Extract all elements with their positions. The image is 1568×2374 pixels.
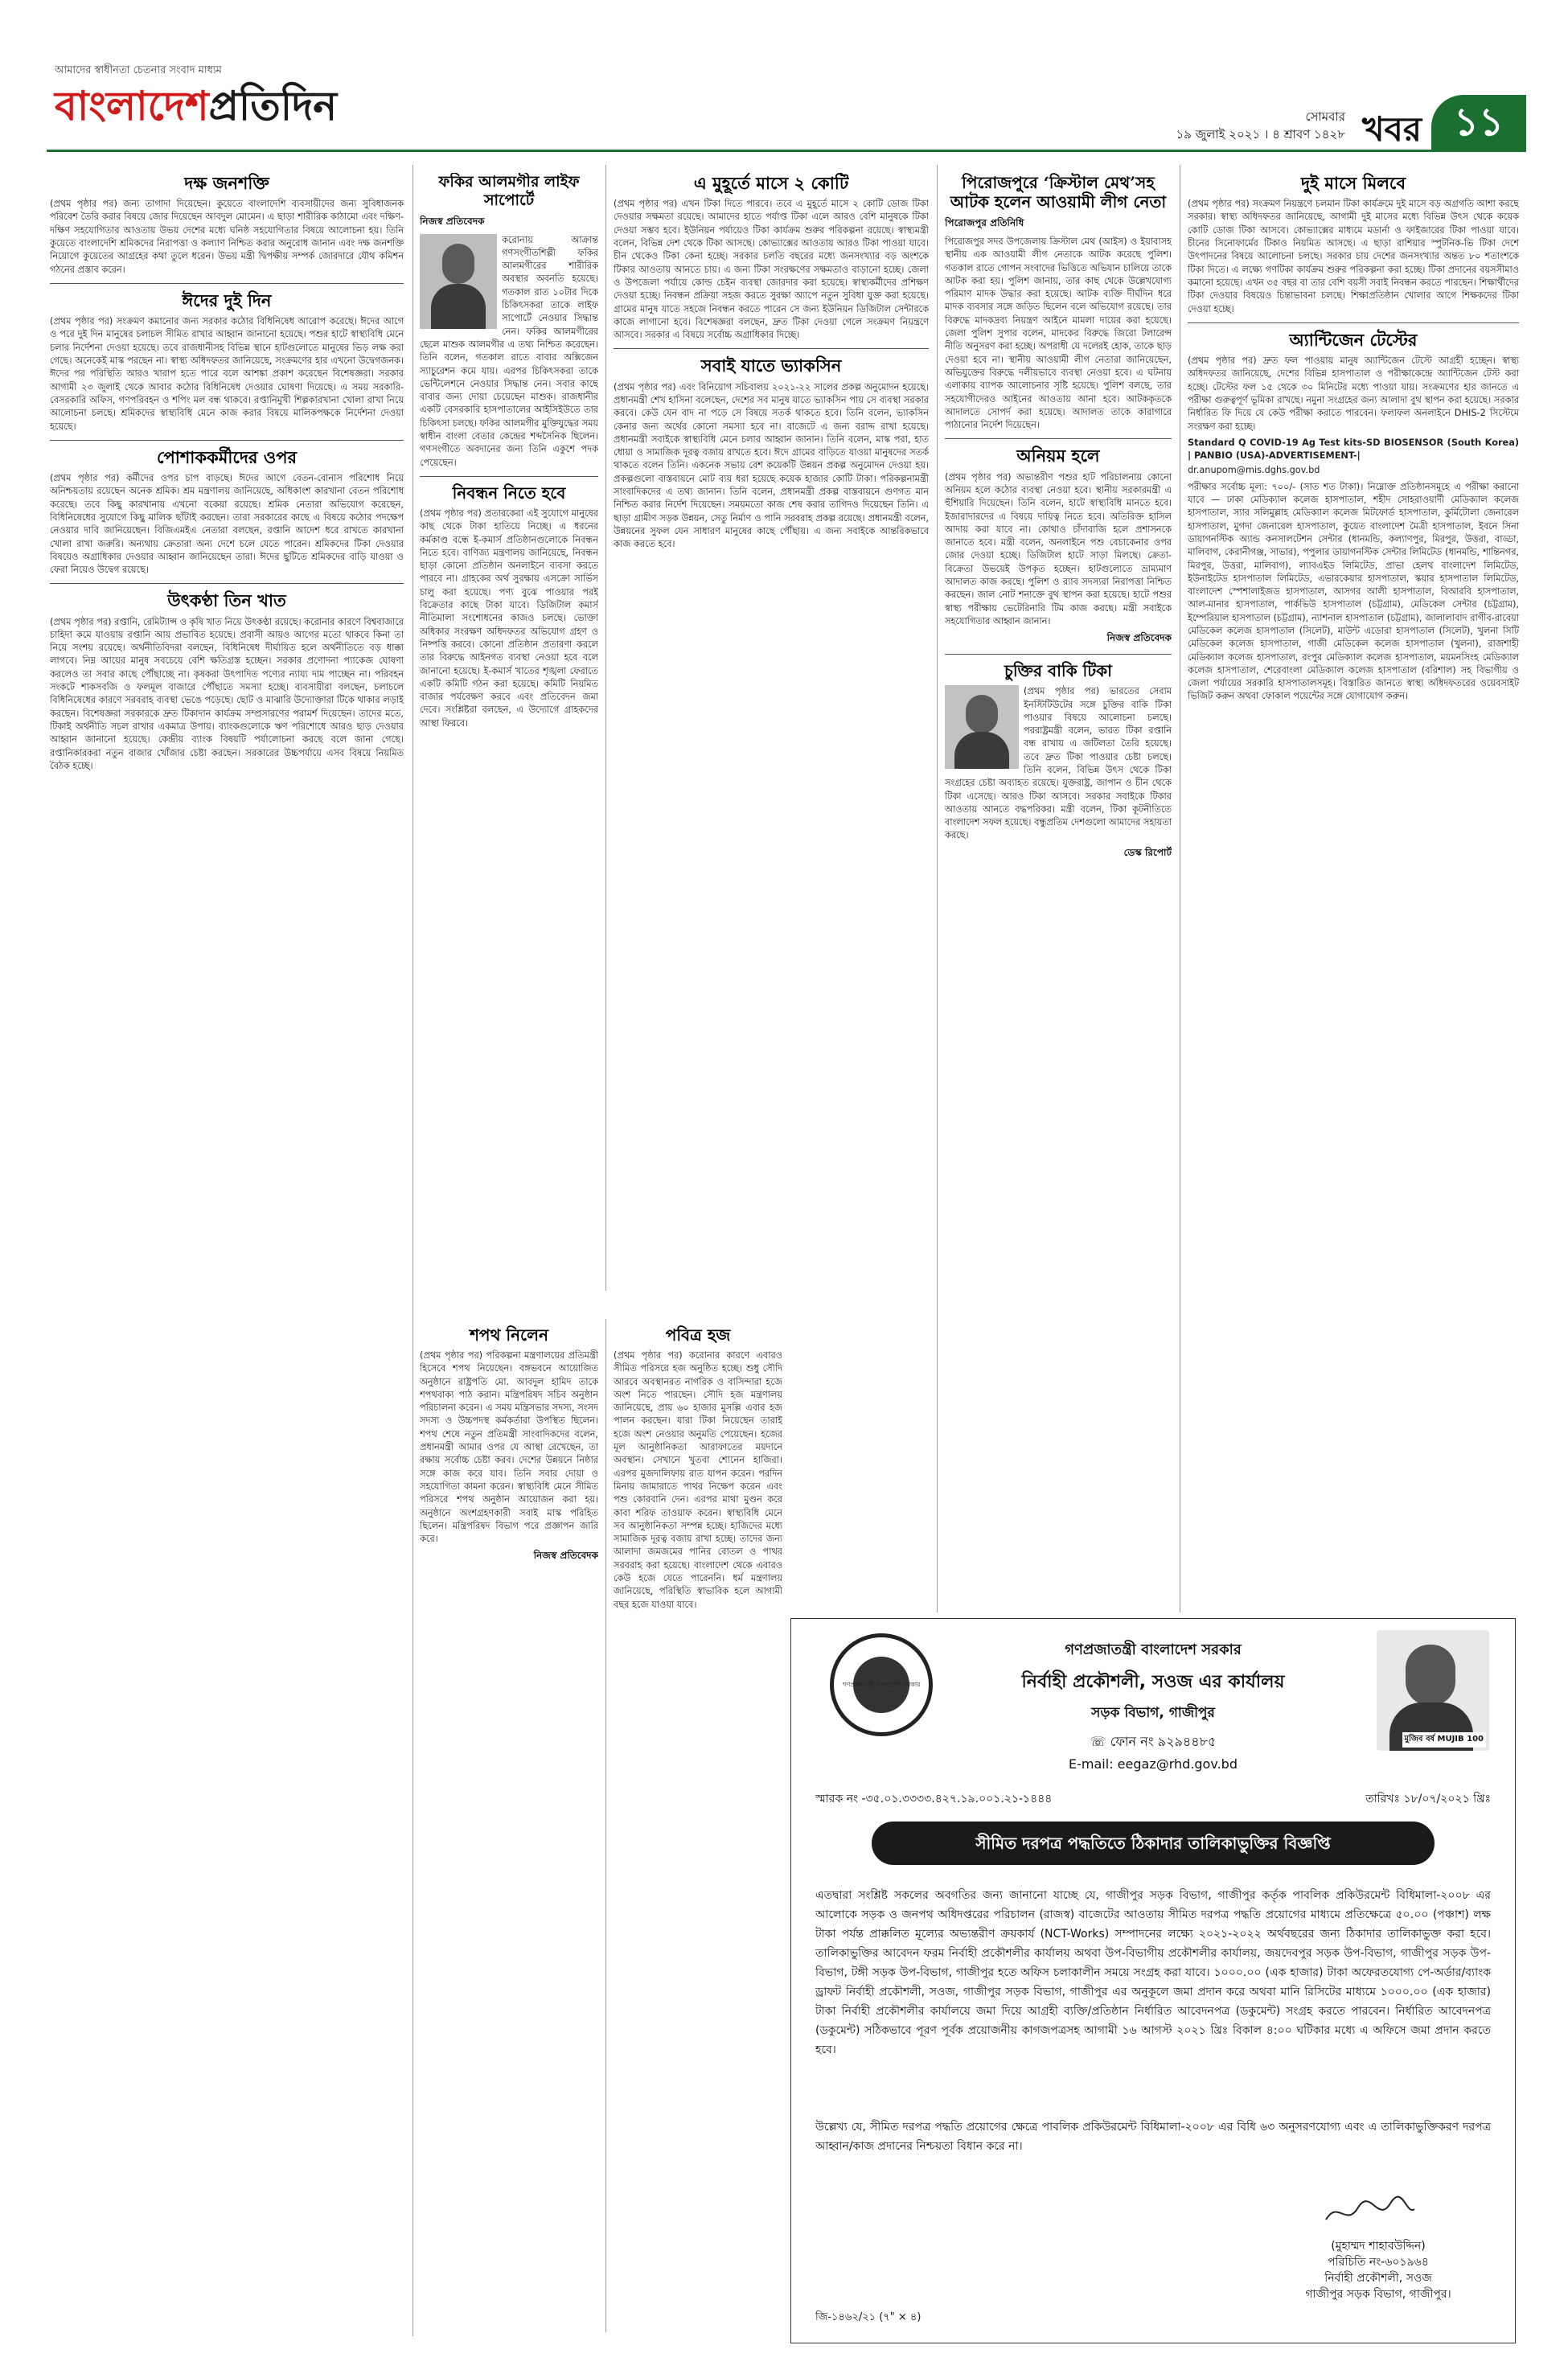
article-poshak (50, 447, 404, 577)
office-name: নির্বাহী প্রকৌশলী, সওজ এর কার্যালয় (1021, 1672, 1285, 1692)
article-nibondhon (420, 483, 598, 730)
signer-name: (মুহাম্মদ শাহাবউদ্দিন) (1331, 2240, 1426, 2253)
headline: এ মুহূর্তে মাসে ২ কোটি (693, 173, 849, 193)
article-body: (প্রথম পৃষ্ঠার পর) দ্রুত ফল পাওয়ায় মানুষ অ্যান্টিজেন টেস্টে আগ্রহী হচ্ছেন। স্বাস্থ্য অধিদফতর জানিয়েছে, দেশের বিভিন্ন হাসপাতাল ও পরীক্ষাকেন্দ্রে অ্যান্টিজেন টেস্ট করা হচ্ছে। টেস্টের ফল ১৫ থেকে ৩০ মিনিটের মধ্যে পাওয়া যায়। সংক্রমণের হার জানতে এ পরীক্ষা গুরুত্বপূর্ণ ভূমিকা রাখছে। নমুনা সংগ্রহের জন্য আলাদা বুথ স্থাপন করা হয়েছে। সরকার নির্ধারিত ফি দিয়ে যে কেউ পরীক্ষা করাতে পারবেন। ফলাফল অনলাইনে DHIS-2 সিস্টেমে সংরক্ষণ করা হচ্ছে। (1188, 355, 1519, 432)
byline: নিজস্ব প্রতিবেদক (1106, 632, 1172, 644)
column-divider (937, 165, 938, 1612)
headline: অনিয়ম হলে (1016, 446, 1100, 466)
portrait-photo (945, 685, 1019, 769)
weekday: সোমবার (1305, 109, 1345, 124)
headline: পিরোজপুরে ‘ক্রিস্টাল মেথ’সহ আটক হলেন আওয়ামী লীগ নেতা (950, 173, 1167, 212)
column-3 (614, 173, 929, 1307)
test-kit-spec: Standard Q COVID-19 Ag Test kits-SD BIOSENSOR (South Korea) | PANBIO (USA)-ADVERTISEMENT-| (1188, 437, 1519, 462)
headline: ঈদের দুই দিন (182, 290, 272, 310)
seal-text: গণপ্রজাতন্ত্রী বাংলাদেশ সরকার (842, 1681, 921, 1688)
headline: ফকির আলমগীর লাইফ সাপোর্টে (438, 173, 580, 209)
byline: নিজস্ব প্রতিবেদক (420, 215, 485, 227)
mujib-portrait (1377, 1630, 1489, 1751)
headline: দক্ষ জনশক্তি (184, 173, 269, 193)
gov-line: গণপ্রজাতন্ত্রী বাংলাদেশ সরকার (1065, 1641, 1242, 1658)
signer-id: পরিচিতি নং-৬০১৯৬৪ (1328, 2256, 1429, 2269)
ad-header (952, 1638, 1354, 1772)
column-3-lower (614, 1325, 782, 2339)
headline: শপথ নিলেন (470, 1325, 548, 1345)
column-2-lower (420, 1325, 598, 2339)
article-body: (প্রথম পৃষ্ঠার পর) অভ্যন্তরীণ পশুর হাট পরিচালনায় কোনো অনিয়ম হলে কঠোর ব্যবস্থা নেওয়া হবে। স্থানীয় সরকারমন্ত্রী এ হুঁশিয়ারি দিয়েছেন। তিনি বলেন, হাটে স্বাস্থ্যবিধি মানতে হবে। ইজারাদারদের এ বিষয়ে দায়িত্ব নিতে হবে। অতিরিক্ত হাসিল আদায় করা যাবে না। কোথাও চাঁদাবাজি হলে প্রশাসনকে জানাতে হবে। মন্ত্রী বলেন, অনলাইনে পশু বেচাকেনার ওপর জোর দেওয়া হচ্ছে। ডিজিটাল হাটে সাড়া মিলছে। ক্রেতা-বিক্রেতা উভয়েই উপকৃত হচ্ছেন। হাটগুলোতে ভ্রাম্যমাণ আদালত কাজ করছে। পুলিশ ও র‍্যাব সদস্যরা নিরাপত্তা নিশ্চিত করছেন। জাল নোট শনাক্তে বুথ স্থাপন করা হয়েছে। হাটে পশুর স্বাস্থ্য পরীক্ষায় ভেটেরিনারি টিম কাজ করছে। মন্ত্রী সবাইকে সহযোগিতার আহ্বান জানান। (945, 471, 1172, 626)
article-body: (প্রথম পৃষ্ঠার পর) প্রতারকেরা এই সুযোগে মানুষের কাছ থেকে টাকা হাতিয়ে নিচ্ছে। এ ধরনের কর্মকাণ্ড বন্ধে ই-কমার্স প্রতিষ্ঠানগুলোকে নিবন্ধন নিতে হবে। বাণিজ্য মন্ত্রণালয় জানিয়েছে, নিবন্ধন ছাড়া কোনো প্রতিষ্ঠান অনলাইনে ব্যবসা করতে পারবে না। গ্রাহকের অর্থ সুরক্ষায় এসক্রো সার্ভিস চালু করা হয়েছে। পণ্য বুঝে পাওয়ার পরই বিক্রেতার কাছে টাকা যাবে। ডিজিটাল কমার্স নীতিমালা সংশোধনের কাজও চলছে। ভোক্তা অধিকার সংরক্ষণ অধিদফতর অভিযোগ গ্রহণ ও নিষ্পত্তি করবে। কোনো প্রতিষ্ঠান প্রতারণা করলে তার বিরুদ্ধে আইনগত ব্যবস্থা নেওয়া হবে বলে জানানো হয়েছে। ই-কমার্স খাতের শৃঙ্খলা ফেরাতে একটি কমিটি গঠন করা হয়েছে। কমিটি নিয়মিত বাজার পর্যবেক্ষণ করবে এবং প্রতিবেদন জমা দেবে। সংশ্লিষ্টরা বলছেন, এ উদ্যোগে গ্রাহকদের আস্থা ফিরবে। (420, 507, 598, 729)
article-body: (প্রথম পৃষ্ঠার পর) এবং বিনিয়োগ সচিবালয় ২০২১-২২ সালের প্রকল্প অনুমোদন হয়েছে। প্রধানমন্ত্রী শেখ হাসিনা বলেছেন, দেশের সব মানুষ যাতে ভ্যাকসিন পায় সে ব্যবস্থা সরকার করবে। কেউ যেন বাদ না পড়ে সে বিষয়ে সতর্ক থাকতে হবে। তিনি বলেন, ভ্যাকসিন কেনার জন্য অর্থের কোনো সমস্যা হবে না। বাজেটে এ জন্য বরাদ্দ রাখা হয়েছে। প্রধানমন্ত্রী সবাইকে স্বাস্থ্যবিধি মেনে চলার আহ্বান জানান। তিনি বলেন, মাস্ক পরা, হাত ধোয়া ও সামাজিক দূরত্ব বজায় রাখতে হবে। ঈদে গ্রামের বাড়িতে যাওয়া মানুষদের সতর্ক থাকতে বলেন তিনি। একনেক সভায় বেশ কয়েকটি উন্নয়ন প্রকল্প অনুমোদন দেওয়া হয়। প্রকল্পগুলো বাস্তবায়নে মোট ব্যয় ধরা হয়েছে কয়েক হাজার কোটি টাকা। পরিকল্পনামন্ত্রী সাংবাদিকদের এ তথ্য জানান। তিনি বলেন, প্রধানমন্ত্রী প্রকল্প বাস্তবায়নে গুণগত মান নিশ্চিত করার নির্দেশ দিয়েছেন। সময়মতো কাজ শেষ করার তাগিদও দিয়েছেন তিনি। এ ছাড়া গ্রামীণ সড়ক উন্নয়ন, সেতু নির্মাণ ও পানি সরবরাহ প্রকল্প রয়েছে। প্রধানমন্ত্রী বলেন, উন্নয়নের সুফল যেন সাধারণ মানুষের কাছে পৌঁছায়। এ জন্য সবাইকে আন্তরিকভাবে কাজ করতে হবে। (614, 381, 929, 550)
newspaper-logo (55, 80, 337, 132)
tender-advertisement (790, 1618, 1516, 2343)
headline: উৎকণ্ঠা তিন খাত (167, 590, 286, 611)
signatory (1274, 2238, 1483, 2302)
headline: সবাই যাতে ভ্যাকসিন (700, 355, 842, 376)
article-body: করোনায় আক্রান্ত গণসংগীতশিল্পী ফকির আলমগীরের শারীরিক অবস্থার অবনতি হয়েছে। গতকাল রাত ১০টার দিকে চিকিৎসকরা তাকে লাইফ সাপোর্টে নেওয়ার সিদ্ধান্ত নেন। ফকির আলমগীরের ছেলে মাশুক আলমগীর এ তথ্য নিশ্চিত করেছেন। তিনি বলেন, গতকাল রাতে বাবার অক্সিজেন স্যাচুরেশন কমে যায়। এরপর চিকিৎসকরা তাকে ভেন্টিলেশনে নেওয়ার সিদ্ধান্ত নেন। সবার কাছে বাবার জন্য দোয়া চেয়েছেন মাশুক। রাজধানীর একটি বেসরকারি হাসপাতালের আইসিইউতে তার চিকিৎসা চলছে। ফকির আলমগীর মুক্তিযুদ্ধের সময় স্বাধীন বাংলা বেতার কেন্দ্রের শব্দসৈনিক ছিলেন। গণসংগীতে অবদানের জন্য তিনি একুশে পদক পেয়েছেন। (420, 234, 598, 468)
notice-paragraph-1: এতদ্বারা সংশ্লিষ্ট সকলের অবগতির জন্য জানানো যাচ্ছে যে, গাজীপুর সড়ক বিভাগ, গাজীপুর কর্তৃক পাবলিক প্রকিউরমেন্ট বিধিমালা-২০০৮ এর আলোকে সড়ক ও জনপথ অধিদপ্তরের পরিচালন (রাজস্ব) বাজেটের আওতায় সীমিত দরপত্র পদ্ধতি প্রয়োগের মাধ্যমে প্রতিক্ষেত্রে ৫০.০০ (পঞ্চাশ) লক্ষ টাকা পর্যন্ত প্রাক্কলিত মূল্যের অভ্যন্তরীণ ক্রয়কার্য (NCT-Works) সম্পাদনের লক্ষ্যে ২০২১-২০২২ অর্থবছরের জন্য ঠিকাদার তালিকাভুক্ত করা হবে। তালিকাভুক্তির আবেদন ফরম নির্বাহী প্রকৌশলীর কার্যালয় অথবা উপ-বিভাগীয় প্রকৌশলীর কার্যালয়, জয়দেবপুর সড়ক উপ-বিভাগ, গাজীপুর সড়ক উপ-বিভাগ, টঙ্গী সড়ক উপ-বিভাগ, গাজীপুর হতে অফিস চলাকালীন সময়ে সংগ্রহ করা যাবে। ১০০০.০০ (এক হাজার) টাকা অফেরতযোগ্য পে-অর্ডার/ব্যাংক ড্রাফট নির্বাহী প্রকৌশলী, সওজ, গাজীপুর সড়ক বিভাগ, গাজীপুর এর অনুকূলে জমা প্রদান করে অথবা মানি রিসিটের মাধ্যমে ১০০০.০০ (এক হাজার) টাকা নির্বাহী প্রকৌশলীর কার্যালয়ে জমা দিয়ে আগ্রহী ব্যক্তি/প্রতিষ্ঠান নির্ধারিত আবেদনপত্র (ডকুমেন্ট) সংগ্রহ করতে পারবেন। নির্ধারিত আবেদনপত্র (ডকুমেন্ট) সঠিকভাবে পূরণ পূর্বক প্রয়োজনীয় কাগজপত্রসহ আগামী ১৬ আগস্ট ২০২১ খ্রিঃ বিকাল ৪:০০ ঘটিকার মধ্যে এ অফিসে জমা প্রদান করতে হবে। (815, 1889, 1491, 2056)
column-divider (605, 1319, 606, 2332)
article-utkontha (50, 590, 404, 773)
logo-part2: প্রতিদিন (208, 82, 338, 129)
ad-date: তারিখঃ ১৮/০৭/২০২১ খ্রিঃ (1365, 1793, 1491, 1805)
byline: পিরোজপুর প্রতিনিধি (945, 217, 1024, 228)
logo-part1: বাংলাদেশ (55, 82, 209, 129)
masthead-rule (47, 150, 1526, 152)
article-body: (প্রথম পৃষ্ঠার পর) পরিকল্পনা মন্ত্রণালয়ের প্রতিমন্ত্রী হিসেবে শপথ নিয়েছেন। বঙ্গভবনে আয়োজিত অনুষ্ঠানে রাষ্ট্রপতি মো. আবদুল হামিদ তাকে শপথবাক্য পাঠ করান। মন্ত্রিপরিষদ সচিব অনুষ্ঠান পরিচালনা করেন। এ সময় মন্ত্রিসভার সদস্য, সংসদ সদস্য ও উচ্চপদস্থ কর্মকর্তারা উপস্থিত ছিলেন। শপথ শেষে নতুন প্রতিমন্ত্রী সাংবাদিকদের বলেন, প্রধানমন্ত্রী আমার ওপর যে আস্থা রেখেছেন, তা রক্ষায় সর্বোচ্চ চেষ্টা করব। দেশের উন্নয়নে নিষ্ঠার সঙ্গে কাজ করে যাব। তিনি সবার দোয়া ও সহযোগিতা কামনা করেন। স্বাস্থ্যবিধি মেনে সীমিত পরিসরে শপথ অনুষ্ঠান আয়োজন করা হয়। অনুষ্ঠানে অংশগ্রহণকারী সবাই মাস্ক পরিহিত ছিলেন। মন্ত্রিপরিষদ বিভাগ পরে প্রজ্ঞাপন জারি করে। (420, 1350, 598, 1545)
article-separator (614, 348, 929, 349)
article-body: (প্রথম পৃষ্ঠার পর) করোনার কারণে এবারও সীমিত পরিসরে হজ অনুষ্ঠিত হচ্ছে। শুধু সৌদি আরবে অবস্থানরত নাগরিক ও বাসিন্দারা হজে অংশ নিতে পারছেন। সৌদি হজ মন্ত্রণালয় জানিয়েছে, প্রায় ৬০ হাজার মুসল্লি এবার হজ পালন করছেন। যারা টিকা নিয়েছেন তারাই হজে অংশ নেওয়ার অনুমতি পেয়েছেন। হজের মূল আনুষ্ঠানিকতা আরাফাতের ময়দানে অবস্থান। সেখানে খুতবা শোনেন হাজিরা। এরপর মুজদালিফায় রাত যাপন করেন। পরদিন মিনায় জামারাতে পাথর নিক্ষেপ করেন এবং পশু কোরবানি দেন। এরপর মাথা মুণ্ডন করে কাবা শরিফ তাওয়াফ করেন। স্বাস্থ্যবিধি মেনে সব আনুষ্ঠানিকতা সম্পন্ন হচ্ছে। হাজিদের মধ্যে সামাজিক দূরত্ব বজায় রাখা হচ্ছে। তাদের জন্য আলাদা জমজমের পানির বোতল ও পাথর সরবরাহ করা হয়েছে। বাংলাদেশ থেকে এবারও কেউ হজে যেতে পারেননি। ধর্ম মন্ত্রণালয় জানিয়েছে, পরিস্থিতি স্বাভাবিক হলে আগামী বছর হজে যাওয়া যাবে। (614, 1350, 782, 1610)
article-separator (50, 583, 404, 584)
article-separator (50, 440, 404, 441)
tagline: আমাদের স্বাধীনতা চেতনার সংবাদ মাধ্যম (55, 64, 222, 76)
memo-number: স্মারক নং -৩৫.০১.৩৩৩৩.৪২৭.১৯.০০১.২১-১৪৪৪ (815, 1793, 1053, 1805)
division-name: সড়ক বিভাগ, গাজীপুর (1091, 1705, 1215, 1721)
article-eid (50, 290, 404, 433)
article-body: (প্রথম পৃষ্ঠার পর) সংক্রমণ নিয়ন্ত্রণে চলমান টিকা কার্যক্রমে দুই মাসে বড় অগ্রগতি আশা করছে সরকার। স্বাস্থ্য অধিদফতর জানিয়েছে, আগামী দুই মাসের মধ্যে বিভিন্ন উৎস থেকে কয়েক কোটি ডোজ টিকা আসবে। কোভ্যাক্সের মাধ্যমে মডার্না ও ফাইজারের টিকা পাওয়া যাবে। চীনের সিনোফার্মের টিকাও নিয়মিত আসছে। এ ছাড়া রাশিয়ার স্পুটনিক-ভি টিকা দেশে উৎপাদনের বিষয়ে আলোচনা চলছে। সরকার চায় দেশের জনসংখ্যার অন্তত ৮০ শতাংশকে টিকা দিতে। এ লক্ষ্যে গণটিকা কার্যক্রম শুরুর পরিকল্পনা করা হচ্ছে। টিকা প্রদানের বয়সসীমাও কমানো হয়েছে। এখন ৩৫ বছর বা তার বেশি বয়সী সবাই নিবন্ধন করতে পারছেন। শিক্ষার্থীদের টিকা দেওয়ার বিষয়েও চিন্তাভাবনা চলছে। শিক্ষাপ্রতিষ্ঠান খোলার আগে শিক্ষকদের টিকা দেওয়া হচ্ছে। (1188, 199, 1519, 314)
page-number: ১১ (1431, 95, 1526, 150)
article-onimom (945, 446, 1172, 647)
email: E-mail: eegaz@rhd.gov.bd (1069, 1756, 1238, 1772)
masthead (47, 47, 1526, 159)
article-dokkho (50, 173, 404, 277)
headline: দুই মাসে মিলবে (1300, 173, 1406, 193)
article-separator (945, 654, 1172, 655)
headline: নিবন্ধন নিতে হবে (452, 483, 566, 503)
article-dui-mase (1188, 173, 1519, 316)
signer-office: গাজীপুর সড়ক বিভাগ, গাজীপুর। (1305, 2288, 1451, 2301)
column-1 (50, 173, 404, 2336)
article-fakir (420, 173, 598, 470)
portrait-photo (420, 234, 497, 329)
section-title: খবর (1361, 109, 1422, 149)
mujib-logo: মুজিব বর্ষ MUJIB 100 (1402, 1732, 1486, 1748)
article-separator (1188, 322, 1519, 323)
column-2 (420, 173, 598, 1307)
article-separator (945, 438, 1172, 439)
article-antigen (1188, 330, 1519, 704)
column-5 (1188, 173, 1519, 1604)
byline: ডেস্ক রিপোর্ট (1123, 846, 1172, 858)
article-body: (প্রথম পৃষ্ঠার পর) কর্মীদের ওপর চাপ বাড়ছে। ঈদের আগে বেতন-বোনাস পরিশোধ নিয়ে অনিশ্চয়তায় রয়েছেন অনেক শ্রমিক। শ্রম মন্ত্রণালয় জানিয়েছে, অধিকাংশ কারখানা বেতন পরিশোধ করেছে। তবে কিছু কারখানায় এখনো বকেয়া রয়েছে। শ্রমিক নেতারা অভিযোগ করেছেন, বিধিনিষেধের সুযোগে কিছু মালিক ছাঁটাই করছেন। তারা সরকারের কাছে এ বিষয়ে কঠোর পদক্ষেপ নেওয়ার দাবি জানিয়েছেন। বিজিএমইএ নেতারা বলছেন, রপ্তানি আদেশ ধরে রাখতে কারখানা খোলা রাখা জরুরি। অন্যথায় ক্রেতারা অন্য দেশে চলে যেতে পারেন। শ্রমিকদের টিকা দেওয়ার বিষয়েও অগ্রাধিকার দেওয়ার আহ্বান জানিয়েছেন তারা। ঈদের ছুটিতে শ্রমিকদের বাড়ি যাওয়া ও ফেরা নিয়েও উদ্বেগ রয়েছে। (50, 473, 404, 576)
headline: অ্যান্টিজেন টেস্টের (1289, 329, 1418, 350)
article-body: (প্রথম পৃষ্ঠার পর) এখন টিকা দিতে পারবে। তবে এ মুহূর্তে মাসে ২ কোটি ডোজ টিকা দেওয়ার সক্ষমতা রয়েছে। আমাদের হাতে পর্যাপ্ত টিকা এলে আরও বেশি মানুষকে টিকা দেওয়া সম্ভব হবে। ইউনিয়ন পর্যায়েও টিকা কার্যক্রম শুরুর পরিকল্পনা রয়েছে। স্বাস্থ্যমন্ত্রী বলেন, বিভিন্ন দেশ থেকে টিকা আসছে। কোভ্যাক্সের আওতায় আরও টিকা পাওয়া যাবে। চীন থেকেও টিকা কেনা হচ্ছে। সরকার চলতি বছরের মধ্যে জনসংখ্যার বড় অংশকে টিকার আওতায় আনতে চায়। এ জন্য টিকা সংরক্ষণের সক্ষমতাও বাড়ানো হচ্ছে। জেলা ও উপজেলা পর্যায়ে কোল্ড চেইন ব্যবস্থা জোরদার করা হয়েছে। স্বাস্থ্যকর্মীদের প্রশিক্ষণ দেওয়া হচ্ছে। নিবন্ধন প্রক্রিয়া সহজ করতে সুরক্ষা অ্যাপে নতুন সুবিধা যুক্ত করা হয়েছে। গ্রামের মানুষ যাতে সহজে নিবন্ধন করতে পারেন সে জন্য ইউনিয়ন ডিজিটাল সেন্টারকে কাজে লাগানো হবে। বিশেষজ্ঞরা বলছেন, দ্রুত টিকা দেওয়া গেলে সংক্রমণ নিয়ন্ত্রণে আসবে। সরকার এ বিষয়ে সর্বোচ্চ অগ্রাধিকার দিচ্ছে। (614, 199, 929, 341)
headline: পবিত্র হজ (665, 1325, 731, 1345)
signer-title: নির্বাহী প্রকৌশলী, সওজ (1324, 2272, 1432, 2285)
date: ১৯ জুলাই ২০২১ । ৪ শ্রাবণ ১৪২৮ (1176, 127, 1345, 142)
government-seal-icon (830, 1633, 933, 1736)
article-body: (প্রথম পৃষ্ঠার পর) জন্য তাগাদা দিয়েছেন। কুয়েতে বাংলাদেশি ব্যবসায়ীদের জন্য সুবিধাজনক পরিবেশ তৈরি করার বিষয়ে জোর দিয়েছেন আবদুল মোমেন। এ ছাড়া শারীরিক কাঠামো এবং দক্ষিণ-দক্ষিণ সহযোগিতার আওতায় উভয় দেশের মধ্যে ঘনিষ্ঠ সহযোগিতার বিষয়ে আলোচনা হয়। তিনি কুয়েতে বাংলাদেশি শ্রমিকদের নিরাপত্তা ও কল্যাণ নিশ্চিত করার অনুরোধ জানান এবং দক্ষ জনশক্তি নিয়োগে কুয়েতের আগ্রহের কথা তুলে ধরেন। উভয় মন্ত্রী দ্বিপক্ষীয় সম্পর্ক জোরদারে যৌথ কমিশন গঠনের প্রস্তাব করেন। (50, 199, 404, 275)
article-separator (50, 283, 404, 284)
article-body: (প্রথম পৃষ্ঠার পর) ভারতের সেরাম ইনস্টিটিউটের সঙ্গে চুক্তির বাকি টিকা পাওয়ার বিষয়ে আলোচনা চলছে। পররাষ্ট্রমন্ত্রী বলেন, ভারত টিকা রপ্তানি বন্ধ রাখায় এ জটিলতা তৈরি হয়েছে। তবে দ্রুত টিকা পাওয়ার চেষ্টা চলছে। তিনি বলেন, বিভিন্ন উৎস থেকে টিকা সংগ্রহের চেষ্টা অব্যাহত রয়েছে। যুক্তরাষ্ট্র, জাপান ও চীন থেকে টিকা এসেছে। আরও টিকা আসবে। সরকার সবাইকে টিকার আওতায় আনতে বদ্ধপরিকর। মন্ত্রী বলেন, টিকা কূটনীতিতে বাংলাদেশ সফল হয়েছে। বন্ধুপ্রতিম দেশগুলো আমাদের সহায়তা করছে। (945, 686, 1172, 841)
notice-banner: সীমিত দরপত্র পদ্ধতিতে ঠিকাদার তালিকাভুক্তির বিজ্ঞপ্তি (872, 1822, 1435, 1865)
contact-email: dr.anupom@mis.dghs.gov.bd (1188, 465, 1320, 476)
article-pirojpur (945, 173, 1172, 432)
column-4 (945, 173, 1172, 1604)
article-sobai (614, 355, 929, 551)
phone: ☏ ফোন নং ৯২৯৪৪৮৫ (1090, 1734, 1217, 1749)
article-shopoth (420, 1325, 598, 1565)
headline: চুক্তির বাকি টিকা (1004, 661, 1112, 681)
article-separator (420, 476, 598, 477)
headline: পোশাককর্মীদের ওপর (156, 446, 298, 467)
byline: নিজস্ব প্রতিবেদক (533, 1550, 598, 1562)
issue-date (1176, 108, 1345, 143)
signature-icon (1322, 2191, 1418, 2232)
hospital-list: পরীক্ষার সর্বোচ্চ মূল্য: ৭০০/- (সাত শত টাকা)। নিম্নোক্ত প্রতিষ্ঠানসমূহে এ পরীক্ষা করানো যাবে — ঢাকা মেডিক্যাল কলেজ হাসপাতাল, শহীদ সোহরাওয়ার্দী মেডিক্যাল কলেজ হাসপাতাল, স্যার সলিমুল্লাহ মেডিক্যাল কলেজ মিটফোর্ড হাসপাতাল, কুর্মিটোলা জেনারেল হাসপাতাল, মুগদা জেনারেল হাসপাতাল, কুয়েত বাংলাদেশ মৈত্রী হাসপাতাল, ইবনে সিনা ডায়াগনস্টিক অ্যান্ড কনসালটেশন সেন্টার (ধানমন্ডি, কল্যাণপুর, মিরপুর, উত্তরা, বাড্ডা, মালিবাগ, কেরানীগঞ্জ, সাভার), পপুলার ডায়াগনস্টিক সেন্টার লিমিটেড (ধানমন্ডি, শান্তিনগর, মিরপুর, উত্তরা, মালিবাগ), ল্যাবএইড লিমিটেড, প্রাভা হেলথ বাংলাদেশ লিমিটেড, ইউনাইটেড হাসপাতাল লিমিটেড, এভারকেয়ার হাসপাতাল, স্কয়ার হাসপাতাল লিমিটেড, বাংলাদেশ স্পেশালাইজড হাসপাতাল, আসগর আলী হাসপাতাল, বিআরবি হাসপাতাল, আল-মানার হাসপাতাল, পার্কভিউ হাসপাতাল (চট্টগ্রাম), মেডিকেল সেন্টার (চট্টগ্রাম), ইম্পেরিয়াল হাসপাতাল (চট্টগ্রাম), ন্যাশনাল হাসপাতাল (চট্টগ্রাম), জালালাবাদ রাগীব-রাবেয়া মেডিকেল কলেজ হাসপাতাল (সিলেট), মাউন্ট এডোরা হাসপাতাল (সিলেট), খুলনা সিটি মেডিকেল কলেজ হাসপাতাল, গাজী মেডিকেল কলেজ হাসপাতাল (খুলনা), রাজশাহী মেডিক্যাল কলেজ হাসপাতাল, রংপুর মেডিক্যাল কলেজ হাসপাতাল, ময়মনসিংহ মেডিক্যাল কলেজ হাসপাতাল, শেরেবাংলা মেডিক্যাল কলেজ হাসপাতাল (বরিশাল) সহ বিভাগীয় ও জেলা পর্যায়ের সরকারি হাসপাতালসমূহ। বিস্তারিত জানতে স্বাস্থ্য অধিদফতরের ওয়েবসাইট ভিজিট করুন অথবা ফোকাল পয়েন্টের সঙ্গে যোগাযোগ করুন। (1188, 481, 1519, 702)
article-body: (প্রথম পৃষ্ঠার পর) সংক্রমণ কমানোর জন্য সরকার কঠোর বিধিনিষেধ আরোপ করেছে। ঈদের আগে ও পরে দুই দিন মানুষের চলাচল সীমিত রাখার আহ্বান জানানো হয়েছে। পশুর হাটে স্বাস্থ্যবিধি মেনে চলার নির্দেশনা দেওয়া হয়েছে। তবে রাজধানীসহ বিভিন্ন স্থানে হাটগুলোতে মানুষের ভিড় লক্ষ করা গেছে। অনেকেই মাস্ক পরছেন না। স্বাস্থ্য অধিদফতর জানিয়েছে, সংক্রমণের হার এখনো উদ্বেগজনক। ঈদের পর পরিস্থিতি আরও খারাপ হতে পারে বলে আশঙ্কা প্রকাশ করেছেন বিশেষজ্ঞরা। সরকার আগামী ২৩ জুলাই থেকে আবার কঠোর বিধিনিষেধ দেওয়ার ঘোষণা দিয়েছে। এ সময় সরকারি-বেসরকারি অফিস, গণপরিবহন ও শপিং মল বন্ধ থাকবে। রপ্তানিমুখী শিল্পকারখানা খোলা রাখা নিয়ে আলোচনা চলছে। শ্রমিকদের স্বাস্থ্যবিধি মেনে কাজ করার বিষয়ে মালিকপক্ষকে নির্দেশনা দেওয়া হয়েছে। (50, 316, 404, 432)
article-body: পিরোজপুর সদর উপজেলায় ক্রিস্টাল মেথ (আইস) ও ইয়াবাসহ স্থানীয় এক আওয়ামী লীগ নেতাকে আটক করেছে পুলিশ। গতকাল রাতে গোপন সংবাদের ভিত্তিতে অভিযান চালিয়ে তাকে আটক করা হয়। পুলিশ জানায়, তার কাছ থেকে উল্লেখযোগ্য পরিমাণ মাদক উদ্ধার করা হয়েছে। আটক ব্যক্তি দীর্ঘদিন ধরে মাদক ব্যবসার সঙ্গে জড়িত ছিলেন বলে অভিযোগ রয়েছে। তার বিরুদ্ধে মাদকদ্রব্য নিয়ন্ত্রণ আইনে মামলা দায়ের করা হয়েছে। জেলা পুলিশ সুপার বলেন, মাদকের বিরুদ্ধে জিরো টলারেন্স নীতি অনুসরণ করা হচ্ছে। অপরাধী যে দলেরই হোক, তাকে ছাড় দেওয়া হবে না। স্থানীয় আওয়ামী লীগ নেতারা জানিয়েছেন, অভিযুক্তের বিরুদ্ধে দলীয়ভাবে ব্যবস্থা নেওয়া হবে। এ ঘটনায় এলাকায় ব্যাপক আলোচনার সৃষ্টি হয়েছে। পুলিশ বলছে, তার সহযোগীদেরও আইনের আওতায় আনা হবে। আটককৃতকে আদালতে সোপর্দ করা হয়েছে। আদালত তাকে কারাগারে পাঠানোর নির্দেশ দিয়েছেন। (945, 236, 1172, 431)
article-chukti (945, 661, 1172, 862)
ad-reference: জি-১৪৬২/২১ (৭" × ৪) (815, 2311, 922, 2323)
article-body: (প্রথম পৃষ্ঠার পর) রপ্তানি, রেমিট্যান্স ও কৃষি খাত নিয়ে উৎকণ্ঠা রয়েছে। করোনার কারণে বিশ্ববাজারে চাহিদা কমে যাওয়ায় রপ্তানি আয় প্রভাবিত হয়েছে। প্রবাসী আয়ও আগের মতো থাকবে কিনা তা নিয়ে সংশয় রয়েছে। অর্থনীতিবিদরা বলছেন, বিধিনিষেধ দীর্ঘায়িত হলে অর্থনীতিতে বড় ধাক্কা লাগবে। নিম্ন আয়ের মানুষ সবচেয়ে বেশি ক্ষতিগ্রস্ত হচ্ছেন। সরকার প্রণোদনা প্যাকেজ ঘোষণা করলেও তা সবার কাছে পৌঁছাচ্ছে না। কৃষকরা উৎপাদিত পণ্যের ন্যায্য দাম পাচ্ছেন না। পরিবহন সংকটে শাকসবজি ও ফলমূল বাজারে পৌঁছাতে সমস্যা হচ্ছে। ব্যবসায়ীরা বলছেন, চলাচলে বিধিনিষেধের কারণে সরবরাহ ব্যবস্থা ভেঙে পড়েছে। ছোট ও মাঝারি উদ্যোক্তারা টিকে থাকার লড়াই করছেন। বিশেষজ্ঞরা সরকারকে দ্রুত টিকাদান কার্যক্রম সম্প্রসারণের পরামর্শ দিয়েছেন। তাদের মতে, টিকাই অর্থনীতি সচল রাখার একমাত্র উপায়। ব্যাংকগুলোকে ঋণ পরিশোধে আরও ছাড় দেওয়ার আহ্বান জানানো হয়েছে। কেন্দ্রীয় ব্যাংক বিষয়টি পর্যালোচনা করছে বলে জানা গেছে। রপ্তানিকারকরা নতুন বাজার খোঁজার চেষ্টা করছেন। সরকারের উচ্চপর্যায়ে এসব বিষয়ে নিয়মিত বৈঠক হচ্ছে। (50, 616, 404, 771)
notice-paragraph-2: উল্লেখ্য যে, সীমিত দরপত্র পদ্ধতি প্রয়োগের ক্ষেত্রে পাবলিক প্রকিউরমেন্ট বিধিমালা-২০০৮ এর বিধি ৬৩ অনুসরণযোগ্য এবং এ তালিকাভুক্তিকরণ দরপত্র আহ্বান/কাজ প্রদানের নিশ্চয়তা বিধান করে না। (815, 2121, 1491, 2153)
column-divider (605, 165, 606, 1291)
article-muhurte (614, 173, 929, 342)
article-pobitro (614, 1325, 782, 1612)
